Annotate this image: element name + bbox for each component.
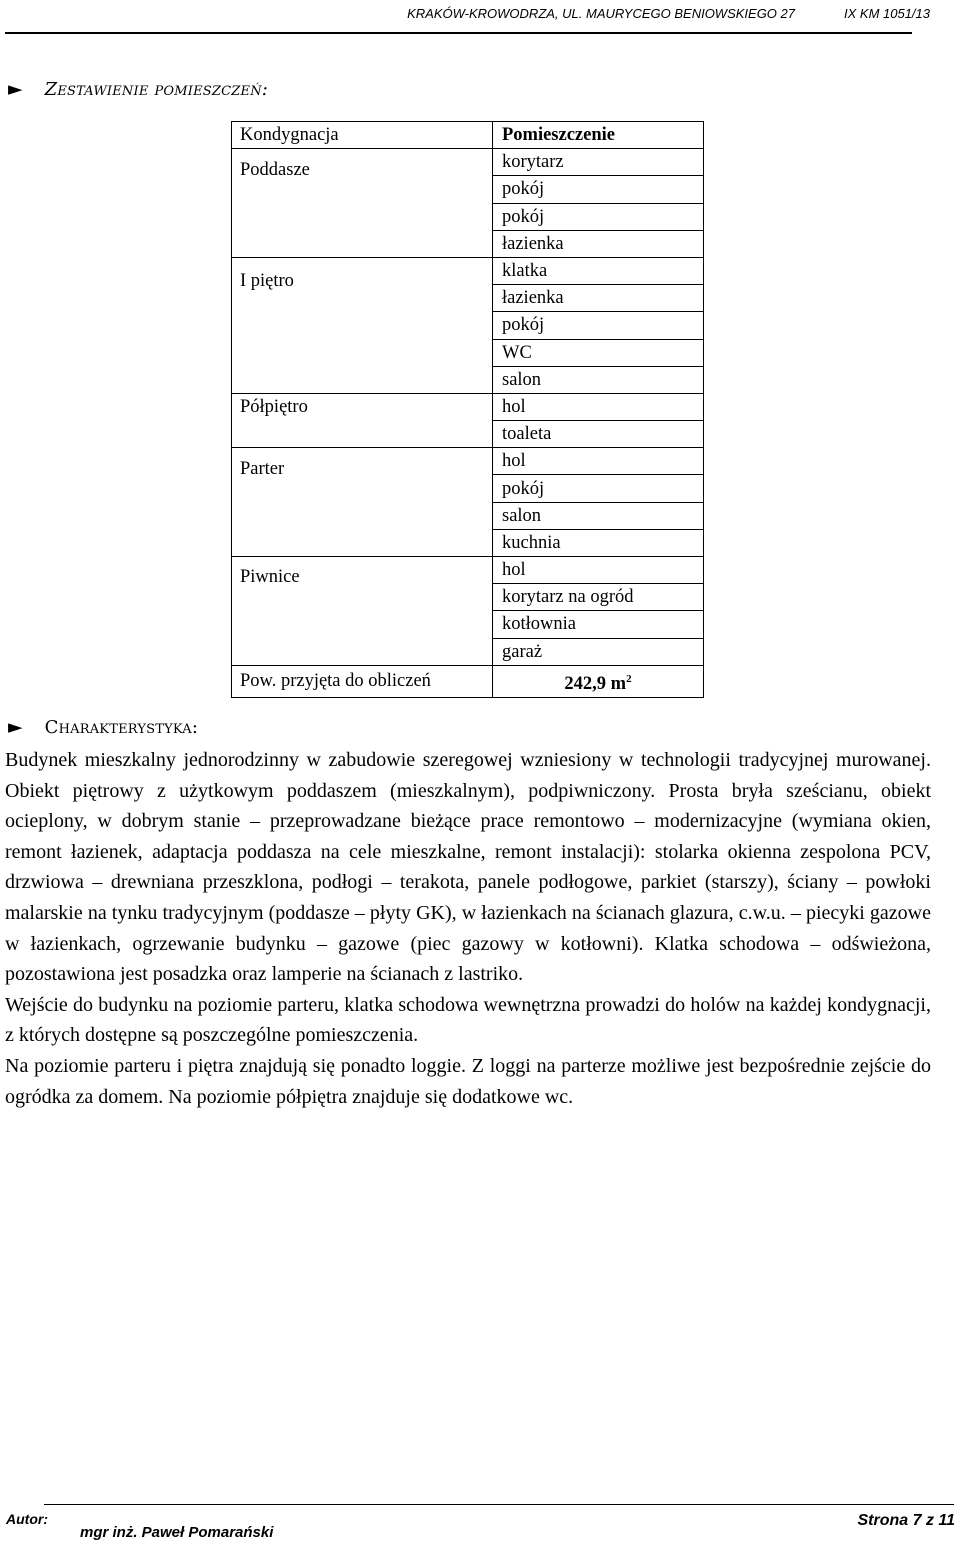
level-cell [232, 339, 493, 366]
level-cell [232, 257, 493, 292]
room-cell: pokój [493, 203, 704, 230]
paragraph: Budynek mieszkalny jednorodzinny w zabudowie szeregowej wzniesiony w technologii tradycyjnej murowanej. Obiekt piętrowy z użytkowym poddaszem (mieszkalnym), podpiwniczony. Prosta bryła sześcianu, obiekt ocieplony, w dobrym stanie – przeprowadzane bieżące prace remontowo – modernizacyjne (wymiana okien, remont łazienek, adaptacja poddasza na cele mieszkalne, remont instalacji): stolarka okienna zespolona PCV, drzwiowa – drewniana przeszklona, podłogi – terakota, panele podłogowe, parkiet (starszy), ściany – powłoki malarskie na tynku tradycyjnym (poddasze – płyty GK), w łazienkach na ścianach glazura, c.w.u. – piecyki gazowe w łazienkach, ogrzewanie budynku – gazowe (piec gazowy w kotłowni). Klatka schodowa – odświeżona, pozostawiona jest posadzka oraz lamperie na ścianach z lastriko. [5, 749, 931, 986]
section-title: Charakterystyka: [44, 716, 199, 738]
table-row [232, 475, 704, 502]
level-cell [232, 230, 493, 257]
room-cell: garaż [493, 638, 704, 665]
level-cell [232, 366, 493, 393]
section-title: Zestawienie pomieszczeń: [44, 78, 269, 100]
level-label: Półpiętro [240, 397, 308, 418]
table-row [232, 230, 704, 257]
level-label: Piwnice [240, 567, 300, 588]
header-level: Kondygnacja [232, 122, 493, 149]
level-cell [232, 502, 493, 529]
section-characteristics-heading [8, 716, 198, 738]
rooms-table [231, 121, 704, 698]
arrow-bullet-icon: ► [8, 716, 23, 738]
table-row [232, 366, 704, 393]
table-row [232, 203, 704, 230]
level-cell [232, 393, 493, 420]
total-area-value: 242,9 m [564, 673, 627, 694]
room-cell: hol [493, 557, 704, 584]
table-row [232, 257, 704, 284]
room-cell: pokój [493, 475, 704, 502]
room-cell: WC [493, 339, 704, 366]
room-cell: łazienka [493, 285, 704, 312]
header-room: Pomieszczenie [493, 122, 704, 149]
characteristics-text [5, 745, 931, 1112]
total-area [493, 665, 704, 697]
table-row [232, 638, 704, 665]
room-cell: salon [493, 502, 704, 529]
level-cell [232, 638, 493, 665]
room-cell: kuchnia [493, 529, 704, 556]
room-cell: korytarz [493, 149, 704, 176]
level-cell [232, 584, 493, 611]
section-rooms-heading [8, 78, 268, 100]
table-row [232, 611, 704, 638]
room-cell: toaleta [493, 421, 704, 448]
level-cell [232, 448, 493, 479]
header-address: KRAKÓW-KROWODRZA, UL. MAURYCEGO BENIOWSKIEGO 27 [407, 6, 795, 21]
table-row [232, 557, 704, 584]
table-row [232, 502, 704, 529]
level-cell [232, 149, 493, 180]
author-label: Autor: [6, 1511, 48, 1527]
arrow-bullet-icon: ► [8, 78, 23, 100]
table-row [232, 149, 704, 176]
table-row [232, 529, 704, 556]
room-cell: pokój [493, 312, 704, 339]
level-cell [232, 529, 493, 556]
table-row [232, 421, 704, 448]
level-cell [232, 611, 493, 638]
header-rule [5, 32, 912, 34]
paragraph: Na poziomie parteru i piętra znajdują się ponadto loggie. Z loggi na parterze możliwe jest bezpośrednie zejście do ogródka za domem. Na poziomie półpiętra znajduje się dodatkowe wc. [5, 1054, 931, 1108]
level-cell [232, 421, 493, 448]
table-row [232, 584, 704, 611]
unit-superscript: 2 [626, 672, 632, 685]
footer-rule-right [836, 1504, 954, 1505]
room-cell: hol [493, 393, 704, 420]
total-label: Pow. przyjęta do obliczeń [232, 665, 493, 697]
paragraph: Wejście do budynku na poziomie parteru, klatka schodowa wewnętrzna prowadzi do holów na każdej kondygnacji, z których dostępne są poszczególne pomieszczenia. [5, 993, 931, 1047]
page-number: Strona 7 z 11 [857, 1512, 955, 1529]
level-cell [232, 475, 493, 502]
level-cell [232, 312, 493, 339]
table-row [232, 448, 704, 475]
page-header [0, 0, 960, 36]
author-name: mgr inż. Paweł Pomarański [80, 1524, 274, 1541]
total-row [232, 665, 704, 697]
room-cell: kotłownia [493, 611, 704, 638]
header-reference: IX KM 1051/13 [844, 6, 930, 21]
room-cell: hol [493, 448, 704, 475]
room-cell: pokój [493, 176, 704, 203]
room-cell: klatka [493, 257, 704, 284]
footer-rule [44, 1504, 865, 1505]
table-row [232, 393, 704, 420]
room-cell: łazienka [493, 230, 704, 257]
level-cell [232, 203, 493, 230]
room-cell: salon [493, 366, 704, 393]
table-header-row [232, 122, 704, 149]
page-footer [0, 1492, 960, 1545]
level-cell [232, 557, 493, 588]
table-row [232, 285, 704, 312]
level-label: I piętro [240, 271, 294, 292]
level-label: Poddasze [240, 159, 310, 180]
room-cell: korytarz na ogród [493, 584, 704, 611]
level-label: Parter [240, 458, 285, 479]
table-row [232, 339, 704, 366]
table-row [232, 312, 704, 339]
